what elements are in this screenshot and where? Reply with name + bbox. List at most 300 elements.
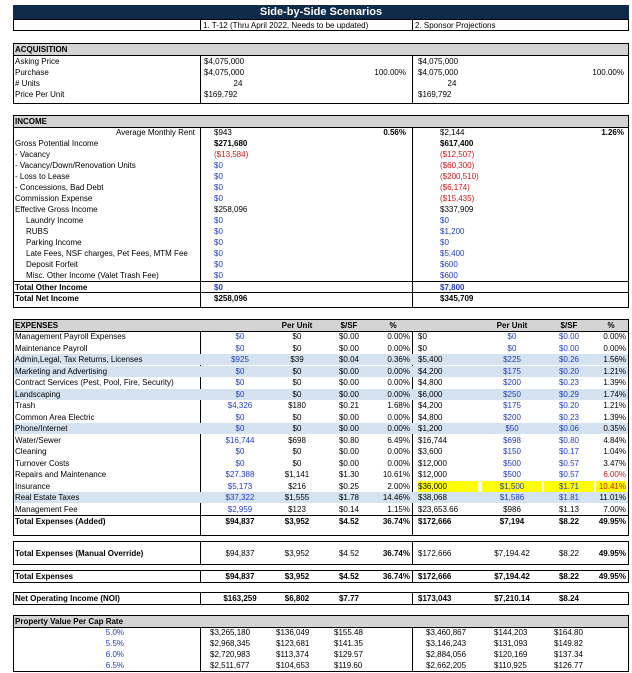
expense-value: 0.00% [387,366,410,376]
summary-value: $172,666 [418,549,452,558]
row-label: - Vacancy [15,150,50,159]
expense-value: $0 [235,378,245,387]
income-row [14,292,628,304]
cap-value: $155.48 [334,628,363,637]
expense-value: $4,800 [418,378,443,387]
sheet-title: Side-by-Side Scenarios [13,5,629,19]
expense-value: 1.74% [603,389,626,399]
scenario2-value: 24 [447,79,457,88]
row-label: RUBS [26,227,49,236]
acq-row [14,67,628,78]
scenario1-value: $258,096 [214,205,248,214]
expense-value: $4.52 [338,517,360,526]
summary-value: $4.52 [338,549,360,558]
expense-value: $0.57 [558,458,580,468]
expense-value: $0 [292,343,302,353]
summary-value: 36.74% [382,549,410,558]
cap-value: $113,374 [276,650,309,659]
expense-value: $225 [503,355,521,364]
summary-value: $7.77 [338,594,360,603]
expense-value: $5,400 [418,355,443,364]
summary-value: $7,210.14 [494,594,530,603]
expense-value: 1.21% [603,366,626,376]
expense-value: $0 [235,424,245,433]
row-label: Landscaping [15,389,61,399]
expense-value: $0.00 [338,412,360,422]
expense-value: $0.57 [558,470,580,479]
income-row [14,259,628,270]
expense-value: $0.80 [558,435,580,445]
column-subheader: % [389,321,397,330]
row-label: Cleaning [15,447,47,456]
section-title: ACQUISITION [15,45,68,54]
expense-value: 0.00% [387,458,410,468]
income-row [14,193,628,204]
row-label: # Units [15,79,40,88]
expense-value: $38,068 [418,493,447,502]
section-title: INCOME [15,117,47,126]
row-label: Admin,Legal, Tax Returns, Licenses [15,355,143,364]
expense-value: 1.68% [387,401,410,410]
scenario1-value: $0 [214,283,223,292]
row-label: Price Per Unit [15,90,65,99]
expense-value: $12,000 [418,458,447,468]
expense-value: $1.81 [558,493,580,502]
row-label: Effective Gross Income [15,205,98,214]
expense-row [14,343,628,354]
column-subheader: $/SF [560,321,578,330]
expense-value: 10.41% [596,481,626,492]
summary-value: $4.52 [338,572,360,581]
expense-value: $16,744 [418,435,447,445]
cap-value: $136,049 [276,628,310,637]
cap-value: $3,265,180 [210,628,251,637]
row-label: Phone/Internet [15,424,68,433]
expense-value: $1,586 [499,493,525,502]
expense-value: $0 [235,332,245,341]
expense-value: $2,959 [227,504,253,514]
cap-value: $3,146,243 [426,639,467,648]
expense-value: $0 [292,389,302,399]
cap-value: $129.57 [334,650,363,659]
expense-value: $0 [507,332,517,341]
row-label: Common Area Electric [15,412,95,422]
expense-value: $0 [292,332,302,341]
expense-value: 0.00% [387,424,410,433]
expense-value: $23,653.66 [418,504,459,514]
expense-value: $0.20 [558,366,580,376]
expense-value: $0.06 [558,424,580,433]
expense-value: $175 [503,366,521,376]
cap-value: $137.34 [554,650,583,659]
row-label: Water/Sewer [15,435,61,445]
income-row [14,226,628,237]
expense-value: $4,326 [227,401,253,410]
expense-value: $172,666 [418,517,452,526]
column-subheader: Per Unit [496,321,528,330]
income-row [14,171,628,182]
expense-value: $500 [503,458,521,468]
expense-value: 0.35% [603,424,626,433]
scenario1-value: $0 [214,183,223,192]
row-label: Laundry Income [26,216,84,225]
expense-value: $4,800 [418,412,443,422]
scenario2-value: $7,800 [440,283,465,292]
expense-value: $8.22 [558,517,580,526]
expense-value: $0.00 [338,366,360,376]
expense-value: $1.13 [558,504,580,514]
expense-value: $0 [507,343,517,353]
summary-value: $7,194.42 [494,549,530,558]
expense-value: $0.00 [338,389,360,399]
expense-row [14,435,628,446]
expense-value: $216 [288,481,306,491]
manual-row [14,548,628,559]
summary-value: $8.22 [558,572,580,581]
cap-rate-row [14,649,628,660]
expense-value: $0.00 [338,447,360,456]
expense-value: $0 [292,378,302,387]
expense-value: 0.00% [387,412,410,422]
expense-value: 49.95% [598,517,626,526]
expense-value: $50 [505,424,519,433]
cap-rate: 5.0% [105,628,124,637]
summary-value: $163,259 [223,594,257,603]
expense-value: 1.15% [387,504,410,514]
cap-rate-row [14,660,628,671]
row-label: Average Monthly Rent [115,128,195,137]
row-label: Purchase [15,68,49,77]
expense-value: $0 [235,412,245,422]
row-label: - Loss to Lease [15,172,70,181]
acquisition-header [14,44,628,56]
expense-value: $0 [292,412,302,422]
summary-value: $7,194.42 [494,572,530,581]
expense-value: $1,141 [284,470,310,479]
scenario2-pct: 100.00% [592,68,624,77]
row-label: Insurance [15,481,51,491]
expense-value: $4,200 [418,401,443,410]
summary-value: $172,666 [418,572,452,581]
scenario1-value: $258,096 [214,294,248,303]
cap-value: $149.82 [554,639,583,648]
expense-value: $4,200 [418,366,443,376]
row-label: Maintenance Payroll [15,343,88,353]
scenario2-value: ($6,174) [440,183,470,192]
expense-value: $1,200 [418,424,443,433]
expense-value: $123 [288,504,306,514]
scenario-headers [13,19,629,31]
expense-value: 7.00% [603,504,626,514]
expense-value: 11.01% [599,493,626,502]
expense-value: $925 [231,355,249,364]
expense-value: $1,555 [284,493,310,502]
totexp-row [14,571,628,582]
expense-row [14,354,628,365]
income-row [14,182,628,193]
summary-value: $8.22 [558,549,580,558]
column-subheader: % [607,321,615,330]
expense-value: $6,000 [418,389,443,399]
income-row [14,204,628,215]
expense-row [14,492,628,503]
scenario2-value: $0 [440,216,449,225]
expense-value: $0.14 [338,504,360,514]
row-label: Asking Price [15,57,60,66]
income-row [14,270,628,281]
acquisition-section [13,43,629,104]
expense-value: 0.36% [387,355,410,364]
summary-value: 49.95% [598,549,626,558]
column-subheader: Per Unit [281,321,313,330]
expense-row [14,412,628,423]
scenario2-value: $345,709 [440,294,474,303]
expense-value: $0.00 [338,458,360,468]
row-label: Net Operating Income (NOI) [15,594,120,603]
row-label: - Vacancy/Down/Renovation Units [15,161,136,170]
expense-value: $175 [503,401,521,410]
scenario-1-header: 1. T-12 (Thru April 2022, Needs to be updated) [203,21,369,30]
expense-value: 0.00% [603,332,626,341]
expense-value: 1.39% [603,378,626,387]
expense-value: 4.84% [603,435,626,445]
scenario-2-header: 2. Sponsor Projections [415,21,496,30]
expense-value: 1.04% [603,447,626,456]
cap-value: $2,720,983 [210,650,251,659]
expense-value: $0 [235,366,245,376]
scenario1-value: $0 [214,216,223,225]
scenario2-value: $600 [440,260,458,269]
summary-value: $3,952 [284,572,310,581]
expense-value: $0.25 [338,481,360,491]
cap-rate: 5.5% [105,639,124,648]
expense-value: $0 [418,343,427,353]
acq-row [14,89,628,100]
scenario2-pct: 1.26% [601,128,624,137]
row-label: - Concessions, Bad Debt [15,183,104,192]
expense-value: $7,194 [499,517,525,526]
expense-row [14,469,628,480]
income-section [13,115,629,308]
acq-row [14,78,628,89]
cap-value: $110,925 [494,661,527,670]
row-label: Total Expenses [15,572,74,581]
row-label: Repairs and Maintenance [15,470,107,479]
expense-value: $0.00 [558,343,580,353]
scenario2-value: ($12,507) [440,150,475,159]
expense-value: 0.00% [387,343,410,353]
row-label: Parking Income [26,238,82,247]
cap-rate: 6.0% [105,650,124,659]
manual-override-section [13,541,629,565]
expense-value: 0.00% [387,378,410,387]
expense-row [14,366,628,377]
acq-row [14,56,628,67]
cap-value: $164.80 [554,628,583,637]
income-row [14,215,628,226]
expense-value: $986 [503,504,521,514]
cap-rate-section [13,615,629,672]
expense-value: $1.78 [338,493,360,502]
summary-value: $3,952 [284,549,310,558]
expense-value: 10.61% [382,470,410,479]
cap-value: $144,203 [494,628,528,637]
summary-value: $8.24 [558,594,580,603]
scenario2-value: $169,792 [418,90,452,99]
cap-value: $141.35 [334,639,363,648]
income-row [14,160,628,171]
section-title: EXPENSES [15,321,59,330]
expense-value: $36,000 [418,481,478,492]
scenario2-value: $0 [440,238,449,247]
expense-value: $0.00 [338,332,360,341]
expense-value: $0 [292,366,302,376]
cap-value: $3,460,867 [426,628,467,637]
expense-row [14,377,628,388]
expense-value: $0.20 [558,401,580,410]
expense-row [14,458,628,469]
scenario1-pct: 0.56% [383,128,406,137]
row-label: Contract Services (Pest, Pool, Fire, Security) [15,378,174,387]
scenario1-value: $0 [214,194,223,203]
expense-row [14,515,628,527]
expense-value: $0 [292,424,302,433]
row-label: Misc. Other Income (Valet Trash Fee) [26,271,159,280]
expense-value: $39 [290,355,304,364]
row-label: Trash [15,401,36,410]
expenses-section [13,319,629,536]
scenario1-value: $4,075,000 [204,68,245,77]
expense-value: $1.30 [338,470,360,479]
cap-rate-row [14,638,628,649]
expense-value: $0.23 [558,378,580,387]
cap-value: $126.77 [554,661,583,670]
scenario1-value: 24 [233,79,243,88]
row-label: Total Expenses (Added) [15,517,106,526]
expense-value: $1.71 [544,481,594,492]
scenario1-value: $4,075,000 [204,57,245,66]
scenario2-value: ($15,435) [440,194,475,203]
cap-value: $123,681 [276,639,310,648]
income-row [14,149,628,160]
cap-value: $104,653 [276,661,310,670]
expense-row [14,481,628,492]
row-label: Management Fee [15,504,78,514]
income-row [14,237,628,248]
expense-value: 0.00% [603,343,626,353]
expense-value: $5,173 [227,481,253,491]
expense-value: 6.00% [603,470,626,479]
expense-row [14,423,628,434]
row-label: Turnover Costs [15,458,70,468]
row-label: Total Expenses (Manual Override) [15,549,144,558]
cap-value: $120,169 [494,650,528,659]
expense-value: $0.00 [558,332,580,341]
expense-value: $0.29 [558,389,580,399]
expense-value: $37,322 [225,493,255,502]
expense-value: $3,600 [418,447,443,456]
expense-value: $16,744 [225,435,255,445]
expense-value: 2.00% [387,481,410,491]
noi-row [14,593,628,604]
expense-value: $94,837 [225,517,255,526]
expense-value: 6.49% [387,435,410,445]
scenario1-value: $0 [214,238,223,247]
expense-value: $27,388 [225,470,255,479]
scenario2-value: $4,075,000 [418,57,459,66]
scenario2-value: $4,075,000 [418,68,459,77]
row-label: Total Net Income [15,294,79,303]
expense-row [14,400,628,411]
summary-value: $6,802 [284,594,310,603]
expense-value: $0.26 [558,355,580,364]
row-label: Marketing and Advertising [15,366,108,376]
expense-row [14,446,628,457]
expense-value: $0 [235,389,245,399]
expense-value: $0 [292,447,302,456]
scenario2-value: $337,909 [440,205,474,214]
cap-value: $2,884,056 [426,650,467,659]
expense-value: $0 [235,343,245,353]
expense-value: $0 [292,458,302,468]
cap-rate-row [14,627,628,638]
expense-value: 1.56% [603,355,626,364]
cap-rate: 6.5% [105,661,124,670]
cap-value: $2,662,205 [426,661,467,670]
expense-value: $0.00 [338,424,360,433]
expense-value: $0.00 [338,378,360,387]
noi-section [13,592,629,605]
income-row [14,248,628,259]
expense-value: $1,500 [482,481,542,492]
expense-value: 1.21% [603,401,626,410]
scenario1-value: $0 [214,260,223,269]
expense-value: $180 [288,401,306,410]
scenario1-value: ($13,584) [214,150,249,159]
row-label: Late Fees, NSF charges, Pet Fees, MTM Fee [26,249,188,258]
row-label: Total Other Income [15,283,88,292]
scenario2-value: $1,200 [440,227,465,236]
expense-value: $698 [288,435,306,445]
expense-value: $0.80 [338,435,360,445]
expense-value: $200 [503,378,521,387]
scenario2-value: $2,144 [440,128,465,137]
scenario2-value: $5,400 [440,249,465,258]
expense-value: 1.39% [603,412,626,422]
expense-value: $0 [235,458,245,468]
expense-value: $0.21 [338,401,360,410]
expense-row [14,331,628,342]
summary-value: 36.74% [382,572,410,581]
summary-value: $173,043 [418,594,452,603]
expense-value: $0 [235,447,245,456]
cap-value: $2,968,345 [210,639,251,648]
row-label: Real Estate Taxes [15,493,80,502]
expense-row [14,504,628,515]
expense-value: $3,952 [284,517,310,526]
expense-value: $0.00 [338,343,360,353]
scenario1-value: $0 [214,249,223,258]
scenario2-value: $617,400 [440,139,474,148]
scenario1-value: $0 [214,227,223,236]
scenario2-value: ($200,510) [440,172,479,181]
row-label: Management Payroll Expenses [15,332,126,341]
expense-value: $500 [503,470,521,479]
expense-value: $0 [418,332,427,341]
cap-value: $119.60 [334,661,363,670]
expense-value: $0.04 [338,355,360,364]
scenario1-value: $0 [214,271,223,280]
